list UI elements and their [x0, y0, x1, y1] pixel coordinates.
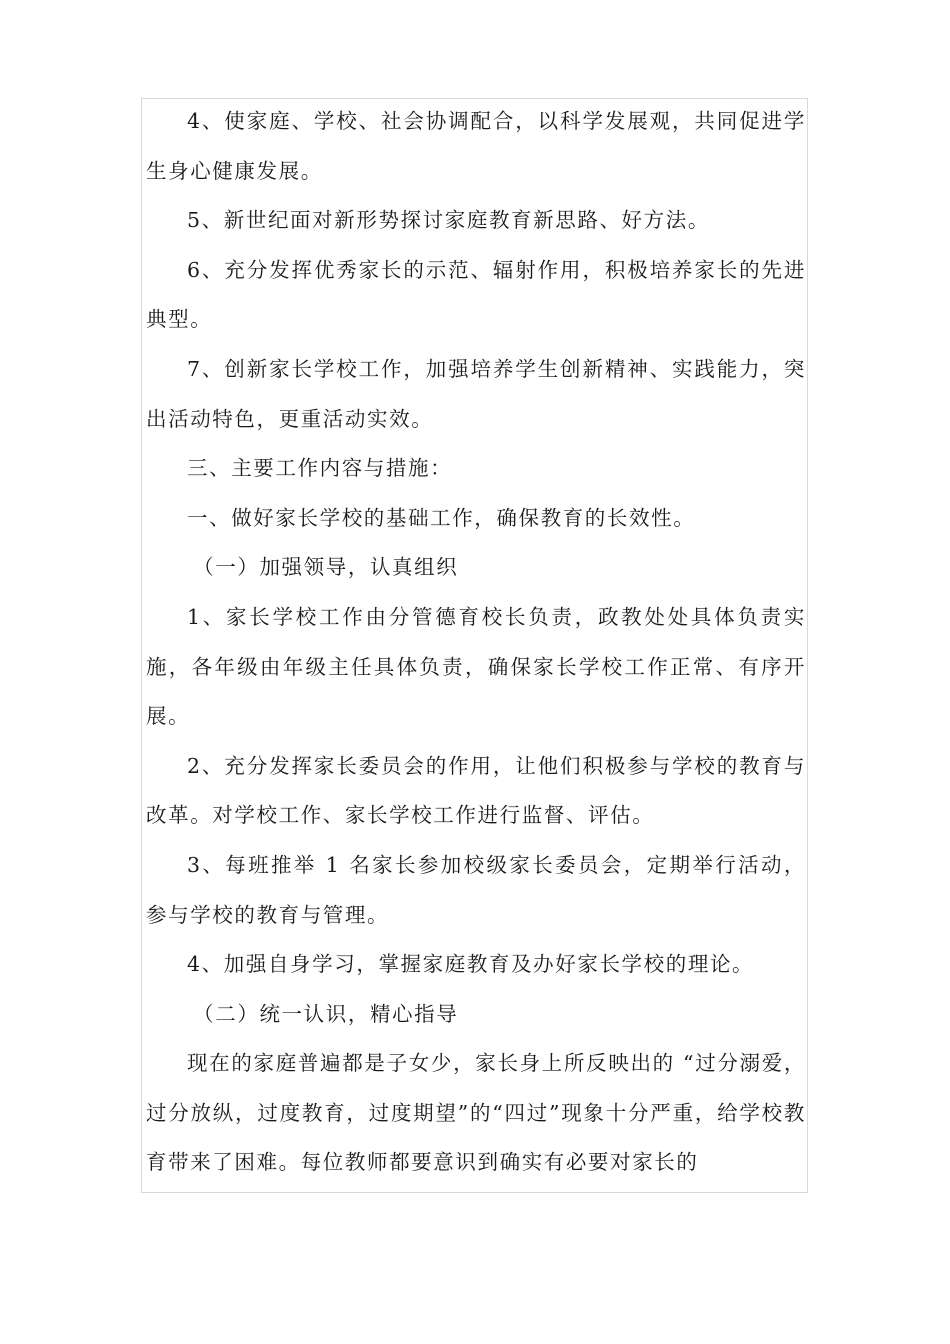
paragraph-body: 现在的家庭普遍都是子女少，家长身上所反映出的 “过分溺爱，过分放纵，过度教育，过度期望”的“四过”现象十分严重，给学校教育带来了困难。每位教师都要意识到确实有必要对家长的 — [146, 1051, 806, 1175]
section-heading-3: 三、主要工作内容与措施： — [187, 456, 453, 481]
paragraph-item-5: 5、新世纪面对新形势探讨家庭教育新思路、好方法。 — [187, 208, 710, 233]
paragraph-item-6: 6、充分发挥优秀家长的示范、辐射作用，积极培养家长的先进典型。 — [146, 257, 806, 332]
paragraph-item-4: 4、使家庭、学校、社会协调配合，以科学发展观，共同促进学生身心健康发展。 — [146, 109, 806, 183]
paragraph-measure-2: 2、充分发挥家长委员会的作用，让他们积极参与学校的教育与改革。对学校工作、家长学校工作进行监督、评估。 — [146, 753, 806, 828]
document-body — [146, 97, 806, 1188]
sub-heading-1: （一）加强领导，认真组织 — [193, 555, 459, 580]
sub-heading-2: （二）统一认识，精心指导 — [193, 1001, 459, 1026]
paragraph-measure-3: 3、每班推举 1 名家长参加校级家长委员会，定期举行活动，参与学校的教育与管理。 — [146, 852, 806, 927]
paragraph-measure-1: 1、家长学校工作由分管德育校长负责，政教处处具体负责实施，各年级由年级主任具体负责，确保家长学校工作正常、有序开展。 — [146, 604, 806, 729]
subsection-heading-1: 一、做好家长学校的基础工作，确保教育的长效性。 — [187, 505, 696, 530]
paragraph-item-7: 7、创新家长学校工作，加强培养学生创新精神、实践能力，突出活动特色，更重活动实效。 — [146, 356, 806, 431]
paragraph-measure-4: 4、加强自身学习，掌握家庭教育及办好家长学校的理论。 — [187, 952, 755, 977]
